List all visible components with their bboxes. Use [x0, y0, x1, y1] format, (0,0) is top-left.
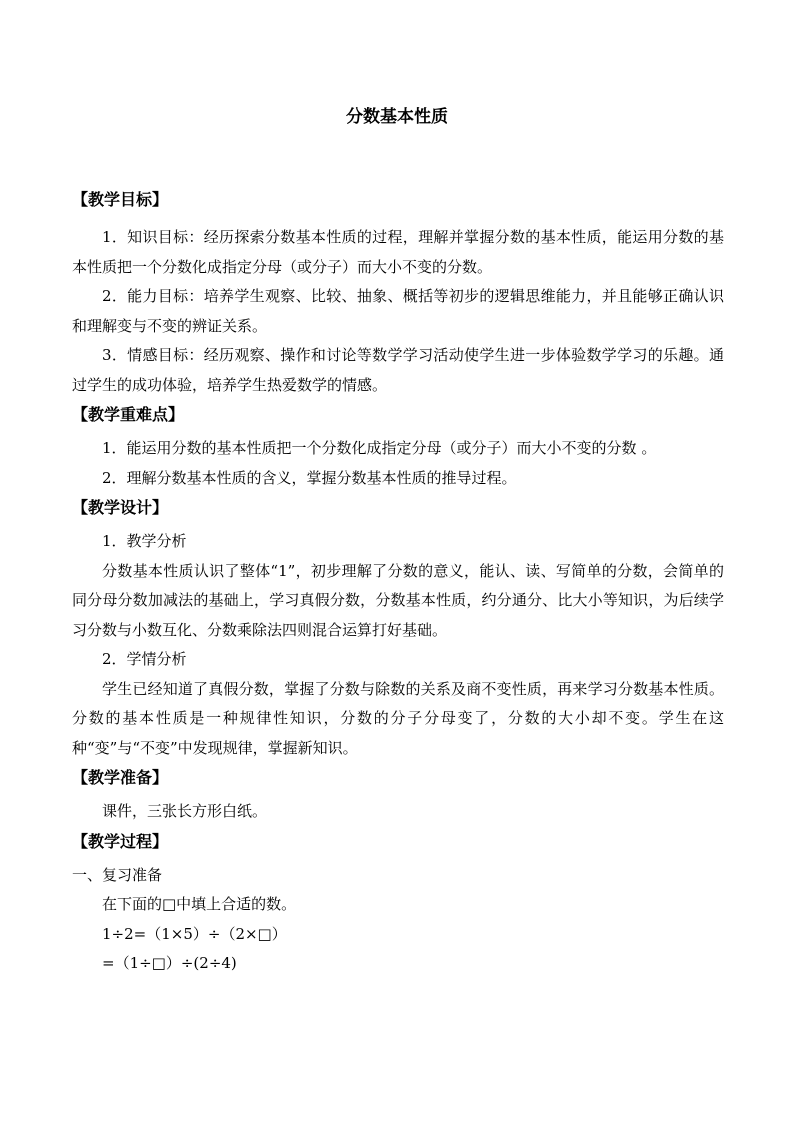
section-heading-process: 【教学过程】	[72, 831, 169, 851]
section-heading-design: 【教学设计】	[72, 498, 169, 517]
process-instruction: 在下面的□中填上合适的数。	[102, 895, 297, 913]
goals-knowledge: 1．知识目标：经历探索分数基本性质的过程，理解并掌握分数的基本性质，能运用分数的基本性质把一个分数化成指定分母（或分子）而大小不变的分数。	[72, 228, 724, 276]
design-analysis-text: 分数基本性质认识了整体“1”，初步理解了分数的意义，能认、读、写简单的分数，会简单的同分母分数加减法的基础上，学习真假分数，分数基本性质，约分通分、比大小等知识，为后续学习分数与小数互化、分数乘除法四则混合运算打好基础。	[72, 561, 724, 639]
process-equation-1: 1÷2=（1×5）÷（2×□）	[102, 924, 287, 943]
design-subheading-students: 2．学情分析	[102, 650, 187, 668]
prep-text: 课件，三张长方形白纸。	[102, 802, 268, 820]
process-step-1: 一、复习准备	[72, 865, 163, 884]
keypoint-1: 1．能运用分数的基本性质把一个分数化成指定分母（或分子）而大小不变的分数 。	[102, 439, 657, 457]
design-students-text: 学生已经知道了真假分数，掌握了分数与除数的关系及商不变性质，再来学习分数基本性质。分数的基本性质是一种规律性知识，分数的分子分母变了，分数的大小却不变。学生在这种“变”与“不变”中发现规律，掌握新知识。	[72, 679, 724, 757]
document-body	[72, 185, 724, 979]
keypoint-2: 2．理解分数基本性质的含义，掌握分数基本性质的推导过程。	[102, 468, 517, 487]
section-heading-keypoints: 【教学重难点】	[72, 405, 185, 424]
section-process	[72, 827, 724, 979]
page-title: 分数基本性质	[346, 107, 448, 127]
process-equation-2: =（1÷□）÷(2÷4)	[102, 954, 237, 972]
section-design	[72, 493, 724, 763]
design-subheading-analysis: 1．教学分析	[102, 532, 187, 550]
section-keypoints	[72, 400, 724, 493]
section-heading-goals: 【教学目标】	[72, 190, 169, 209]
goals-emotion: 3．情感目标：经历观察、操作和讨论等数学学习活动使学生进一步体验数学学习的乐趣。通过学生的成功体验，培养学生热爱数学的情感。	[72, 346, 724, 394]
section-prep	[72, 763, 724, 827]
section-heading-prep: 【教学准备】	[72, 768, 169, 787]
goals-ability: 2．能力目标：培养学生观察、比较、抽象、概括等初步的逻辑思维能力，并且能够正确认识和理解变与不变的辨证关系。	[72, 287, 724, 335]
section-goals	[72, 185, 724, 400]
